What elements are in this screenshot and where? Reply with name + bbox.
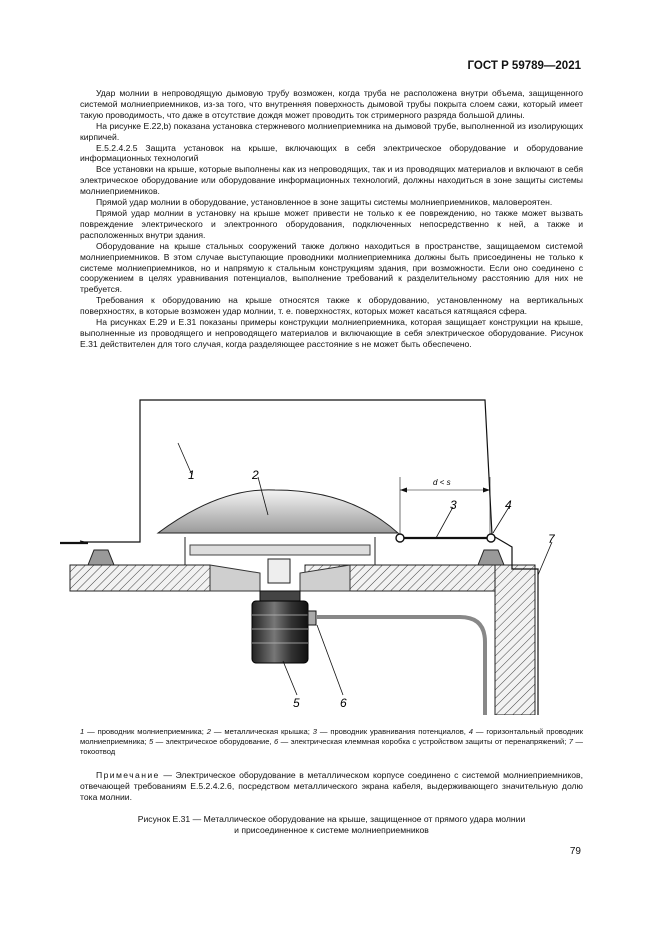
paragraph: Прямой удар молнии в установку на крыше может привести не только к ее повреждению, но также может вызвать повреждение электрического и электронного оборудования, подключенных непосредственно к ней, а также и расположенных внутри здания. — [80, 207, 583, 240]
note-label: Примечание — [96, 770, 160, 780]
legend-text: — проводник молниеприемника; — [84, 727, 207, 736]
dimension-d-s — [400, 477, 490, 535]
legend-text: — металлическая крышка; — [211, 727, 313, 736]
legend-text: — токоотвод — [80, 737, 583, 756]
section-heading: Е.5.2.4.2.5 Защита установок на крыше, включающих в себя электрическое оборудование и оборудование информационных технологий — [80, 142, 583, 164]
body-text — [80, 88, 583, 350]
paragraph: На рисунке Е.22,b) показана установка стержневого молниеприемника на дымовой трубе, выполненной из изолирующих кирпичей. — [80, 120, 583, 142]
label-3: 3 — [450, 498, 457, 512]
legend-text: — электрическое оборудование, — [153, 737, 274, 746]
terminal-box — [308, 611, 316, 625]
paragraph: Оборудование на крыше стальных сооружений также должно находиться в пространстве, защищаемом системой молниеприемников. В этом случае выступающие проводники молниеприемника должны быть присоединены не только к системе молниеприемников, но и напрямую к стальным конструкциям здания, при возможности. Если оно соединено с сооружением в целях уравнивания потенциалов, выполнение требований к разделительному расстоянию для них не требуется. — [80, 240, 583, 295]
figure-e31-diagram — [60, 395, 605, 715]
legend-text: — проводник уравнивания потенциалов, — [316, 727, 469, 736]
caption-line: и присоединенное к системе молниеприемников — [234, 825, 429, 835]
document-header: ГОСТ Р 59789—2021 — [467, 60, 581, 72]
paragraph: На рисунках Е.29 и Е.31 показаны примеры конструкции молниеприемника, которая защищает конструкции на крыше, выполненные из проводящего и непроводящего материалов и включающие в себя электрическое оборудование. Рисунок Е.31 действителен для того случая, когда разделяющее расстояние s не может быть обеспечено. — [80, 317, 583, 349]
legend-text: — электрическая клеммная коробка с устройством защиты от перенапряжений; — [278, 737, 569, 746]
label-4: 4 — [505, 498, 512, 512]
paragraph: Требования к оборудованию на крыше относятся также к оборудованию, установленному на вертикальных поверхностях, в которые возможен удар молнии, т. е. поверхностях, которых может касаться катящаяся сфера. — [80, 295, 583, 317]
label-7: 7 — [548, 532, 555, 546]
paragraph: Удар молнии в непроводящую дымовую трубу возможен, когда труба не расположена внутри объема, защищенного системой молниеприемников, из-за того, что внутренняя поверхность дымовой трубы покрыта слоем сажи, который имеет такую проводимость, что даже в отсутствие дождя может проводить ток стримерного разряда большой длины. — [80, 88, 583, 120]
note-text: — Электрическое оборудование в металлическом корпусе соединено с системой молниеприемников, отвечающей требованиям Е.5.2.4.2.6, посредством металлического экрана кабеля, выдерживающего значительную долю тока молнии. — [80, 770, 583, 802]
legend-num: 4 — [468, 727, 473, 736]
label-6: 6 — [340, 696, 347, 710]
figure-note — [80, 770, 583, 803]
legend-num: 1 — [80, 727, 85, 736]
legend-num: 2 — [206, 727, 211, 736]
label-2: 2 — [252, 468, 259, 482]
paragraph: Все установки на крыше, которые выполнены как из непроводящих, так и из проводящих материалов и включают в себя электрическое оборудование или оборудование информационных технологий, должны находиться в зоне защиты системы молниеприемников. — [80, 164, 583, 197]
label-5: 5 — [293, 696, 300, 710]
page-number: 79 — [569, 846, 581, 857]
legend-num: 5 — [149, 737, 154, 746]
figure-caption — [80, 814, 583, 836]
caption-line: Рисунок Е.31 — Металлическое оборудование на крыше, защищенное от прямого удара молнии — [137, 814, 526, 824]
legend-num: 6 — [274, 737, 279, 746]
figure-legend — [80, 727, 583, 757]
legend-text: — горизонтальный проводник молниеприемника; — [80, 727, 583, 746]
legend-num: 7 — [568, 737, 573, 746]
legend-num: 3 — [312, 727, 317, 736]
distance-label: d < s — [433, 478, 451, 487]
paragraph: Прямой удар молнии в оборудование, установленное в зоне защиты системы молниеприемников, маловероятен. — [96, 197, 553, 208]
label-1: 1 — [188, 468, 195, 482]
electrical-equipment — [252, 591, 308, 663]
